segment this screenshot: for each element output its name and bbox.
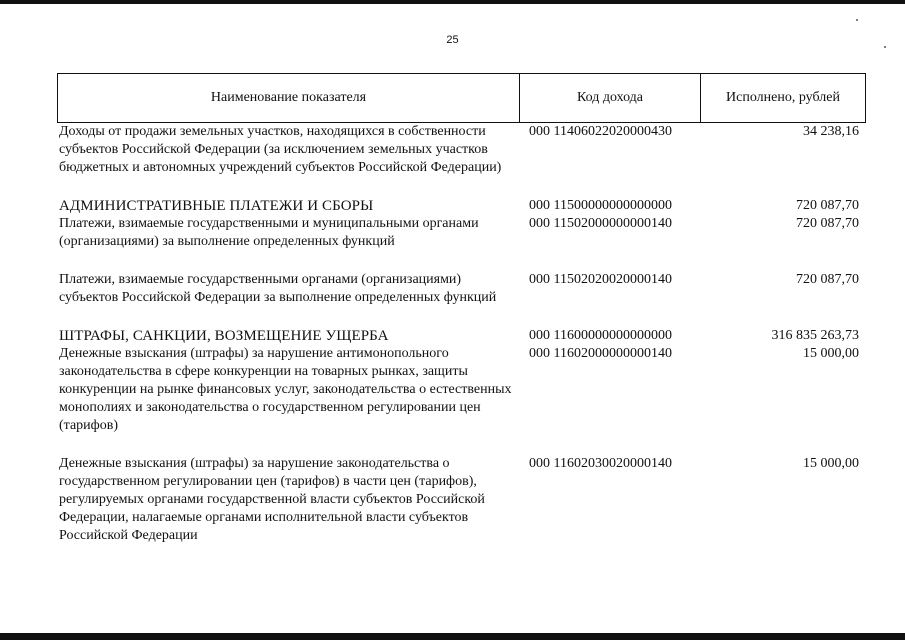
table-header [57,73,866,123]
table-row [59,345,859,455]
row-code: 000 11500000000000000 [529,198,672,213]
table-body [59,123,859,547]
table-row [59,327,859,345]
row-amount: 316 835 263,73 [771,328,859,343]
row-amount: 720 087,70 [796,272,859,287]
scan-speck [884,46,886,48]
scan-top-edge [0,0,905,4]
row-name: Платежи, взимаемые государственными органами (организациями) субъектов Российской Федерации за выполнение определенных функций [59,272,497,305]
scan-speck [856,19,858,21]
row-name: АДМИНИСТРАТИВНЫЕ ПЛАТЕЖИ И СБОРЫ [59,198,374,214]
row-code: 000 11502020020000140 [529,272,672,287]
row-code: 000 11600000000000000 [529,328,672,343]
row-code: 000 11602000000000140 [529,346,672,361]
row-code: 000 11602030020000140 [529,456,672,471]
row-name: Денежные взыскания (штрафы) за нарушение антимонопольного законодательства в сфере конкуренции на товарных рынках, защиты конкуренции на рынке финансовых услуг, законодательства о естественных монополиях и законодательства о государственном регулировании цен (тарифов) [59,346,512,433]
row-code: 000 11502000000000140 [529,216,672,231]
row-amount: 34 238,16 [803,124,859,139]
row-name: ШТРАФЫ, САНКЦИИ, ВОЗМЕЩЕНИЕ УЩЕРБА [59,328,389,344]
row-amount: 15 000,00 [803,456,859,471]
row-name: Денежные взыскания (штрафы) за нарушение законодательства о государственном регулировании цен (тарифов) в части цен (тарифов), регулируемых органами государственной власти субъектов Российской Федерации, налагаемые органами исполнительной власти субъектов Российской Федерации [59,456,485,543]
header-name-column: Наименование показателя [58,74,520,122]
row-amount: 720 087,70 [796,198,859,213]
row-name: Доходы от продажи земельных участков, находящихся в собственности субъектов Российской Федерации (за исключением земельных участков бюджетных и автономных учреждений субъектов Российской Федерации) [59,124,502,175]
header-code-column: Код дохода [520,74,701,122]
scan-bottom-edge [0,633,905,640]
table-row [59,215,859,271]
row-code: 000 11406022020000430 [529,124,672,139]
row-amount: 720 087,70 [796,216,859,231]
header-amount-column: Исполнено, рублей [726,90,840,105]
row-name: Платежи, взимаемые государственными и муниципальными органами (организациями) за выполнение определенных функций [59,216,479,249]
table-row [59,455,859,547]
table-row [59,123,859,197]
page-number: 25 [446,34,459,46]
table-row [59,197,859,215]
table-row [59,271,859,327]
row-amount: 15 000,00 [803,346,859,361]
